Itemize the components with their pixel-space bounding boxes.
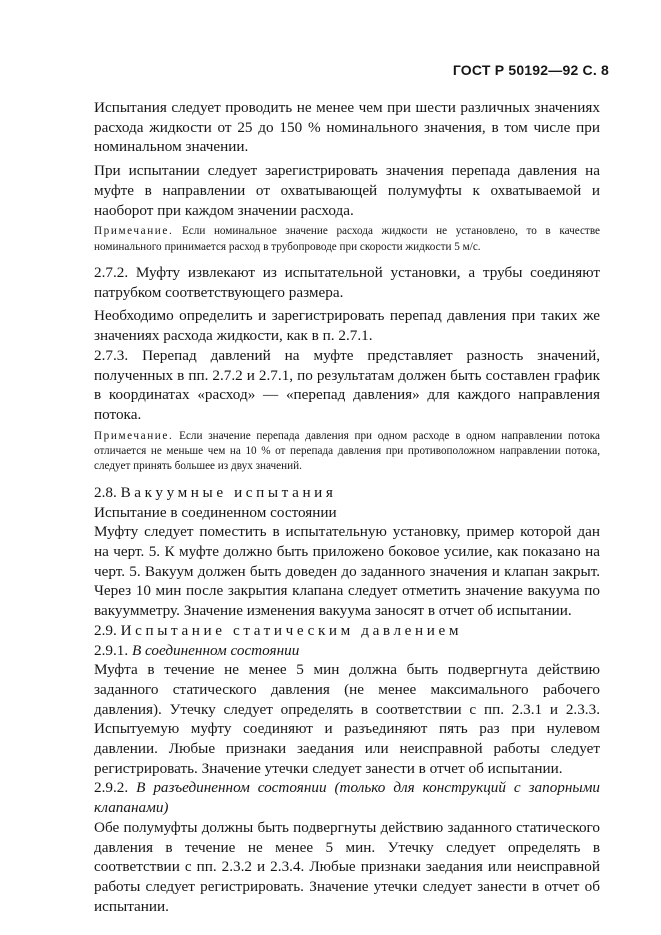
section-2-8-heading (94, 483, 600, 503)
section-2-9-2-heading (94, 778, 600, 817)
section-2-9-1-heading (94, 641, 600, 661)
note-text: Если значение перепада давления при одном расходе в одном направлении потока отличается не меньше чем на 10 % от перепада давления при противоположном направлении потока, следует принять большее из двух значений. (94, 429, 601, 473)
section-2-8-subheading: Испытание в соединенном состоянии (94, 503, 337, 521)
section-number: 2.9.1. (94, 641, 129, 659)
section-title: В разъединенном состоянии (только для конструкций с запорными клапанами) (94, 779, 600, 817)
section-title: Вакуумные испытания (120, 483, 337, 501)
section-title: В соединенном состоянии (131, 641, 300, 659)
document-body (94, 98, 600, 916)
paragraph-2-7-2-continued: Необходимо определить и зарегистрировать перепад давления при таких же значениях расхода жидкости, как в п. 2.7.1. (94, 307, 600, 345)
paragraph-pressure-drop-registration: При испытании следует зарегистрировать значения перепада давления на муфте в направлении от охватывающей полумуфты к охватываемой и наоборот при каждом значении расхода. (94, 162, 600, 219)
page-header: ГОСТ Р 50192—92 С. 8 (452, 62, 609, 78)
section-number: 2.9. (94, 621, 117, 639)
paragraph-2-8-vacuum-test: Муфту следует поместить в испытательную установку, пример которой дан на черт. 5. К муфте должно быть приложено боковое усилие, как показано на черт. 5. Вакуум должен быть доведен до заданного значения и клапан закрыт. Через 10 мин после закрытия клапана следует отметить значение вакуума по вакуумметру. Значение изменения вакуума заносят в отчет об испытании. (94, 523, 600, 620)
paragraph-2-7-3: 2.7.3. Перепад давлений на муфте представляет разность значений, полученных в пп. 2.7.2 и 2.7.1, по результатам должен быть составлен график в координатах «расход» — «перепад давления» для каждого направления потока. (94, 346, 600, 423)
section-2-9-heading (94, 621, 600, 641)
paragraph-2-7-2: 2.7.2. Муфту извлекают из испытательной установки, а трубы соединяют патрубком соответствующего размера. (94, 264, 600, 301)
paragraph-2-9-1: Муфта в течение не менее 5 мин должна быть подвергнута действию заданного статического давления (не менее максимального рабочего давления). Утечку следует определять в соответствии с пп. 2.3.1 и 2.3.3. Испытуемую муфту соединяют и разъединяют пять раз при нулевом давлении. Любые признаки заедания или неисправной работы следует регистрировать. Значение утечки следует занести в отчет об испытании. (94, 661, 600, 777)
section-number: 2.8. (94, 483, 117, 501)
note-label: Примечание. (94, 225, 174, 238)
section-title: Испытание статическим давлением (120, 621, 463, 639)
paragraph-test-flow-values: Испытания следует проводить не менее чем при шести различных значениях расхода жидкости от 25 до 150 % номинального значения, в том числе при номинальном значении. (94, 99, 600, 156)
note-text: Если номинальное значение расхода жидкости не установлено, то в качестве номинального принимается расход в трубопроводе при скорости жидкости 5 м/с. (94, 225, 601, 253)
note-nominal-flow (94, 224, 600, 255)
note-pressure-difference (94, 429, 600, 475)
note-label: Примечание. (94, 429, 174, 442)
section-number: 2.9.2. (94, 779, 129, 797)
paragraph-2-9-2: Обе полумуфты должны быть подвергнуты действию заданного статического давления в течение не менее 5 мин. Утечку следует определять в соответствии с пп. 2.3.2 и 2.3.4. Любые признаки заедания или неисправной работы следует регистрировать. Значение утечки следует занести в отчет об испытании. (94, 818, 600, 915)
